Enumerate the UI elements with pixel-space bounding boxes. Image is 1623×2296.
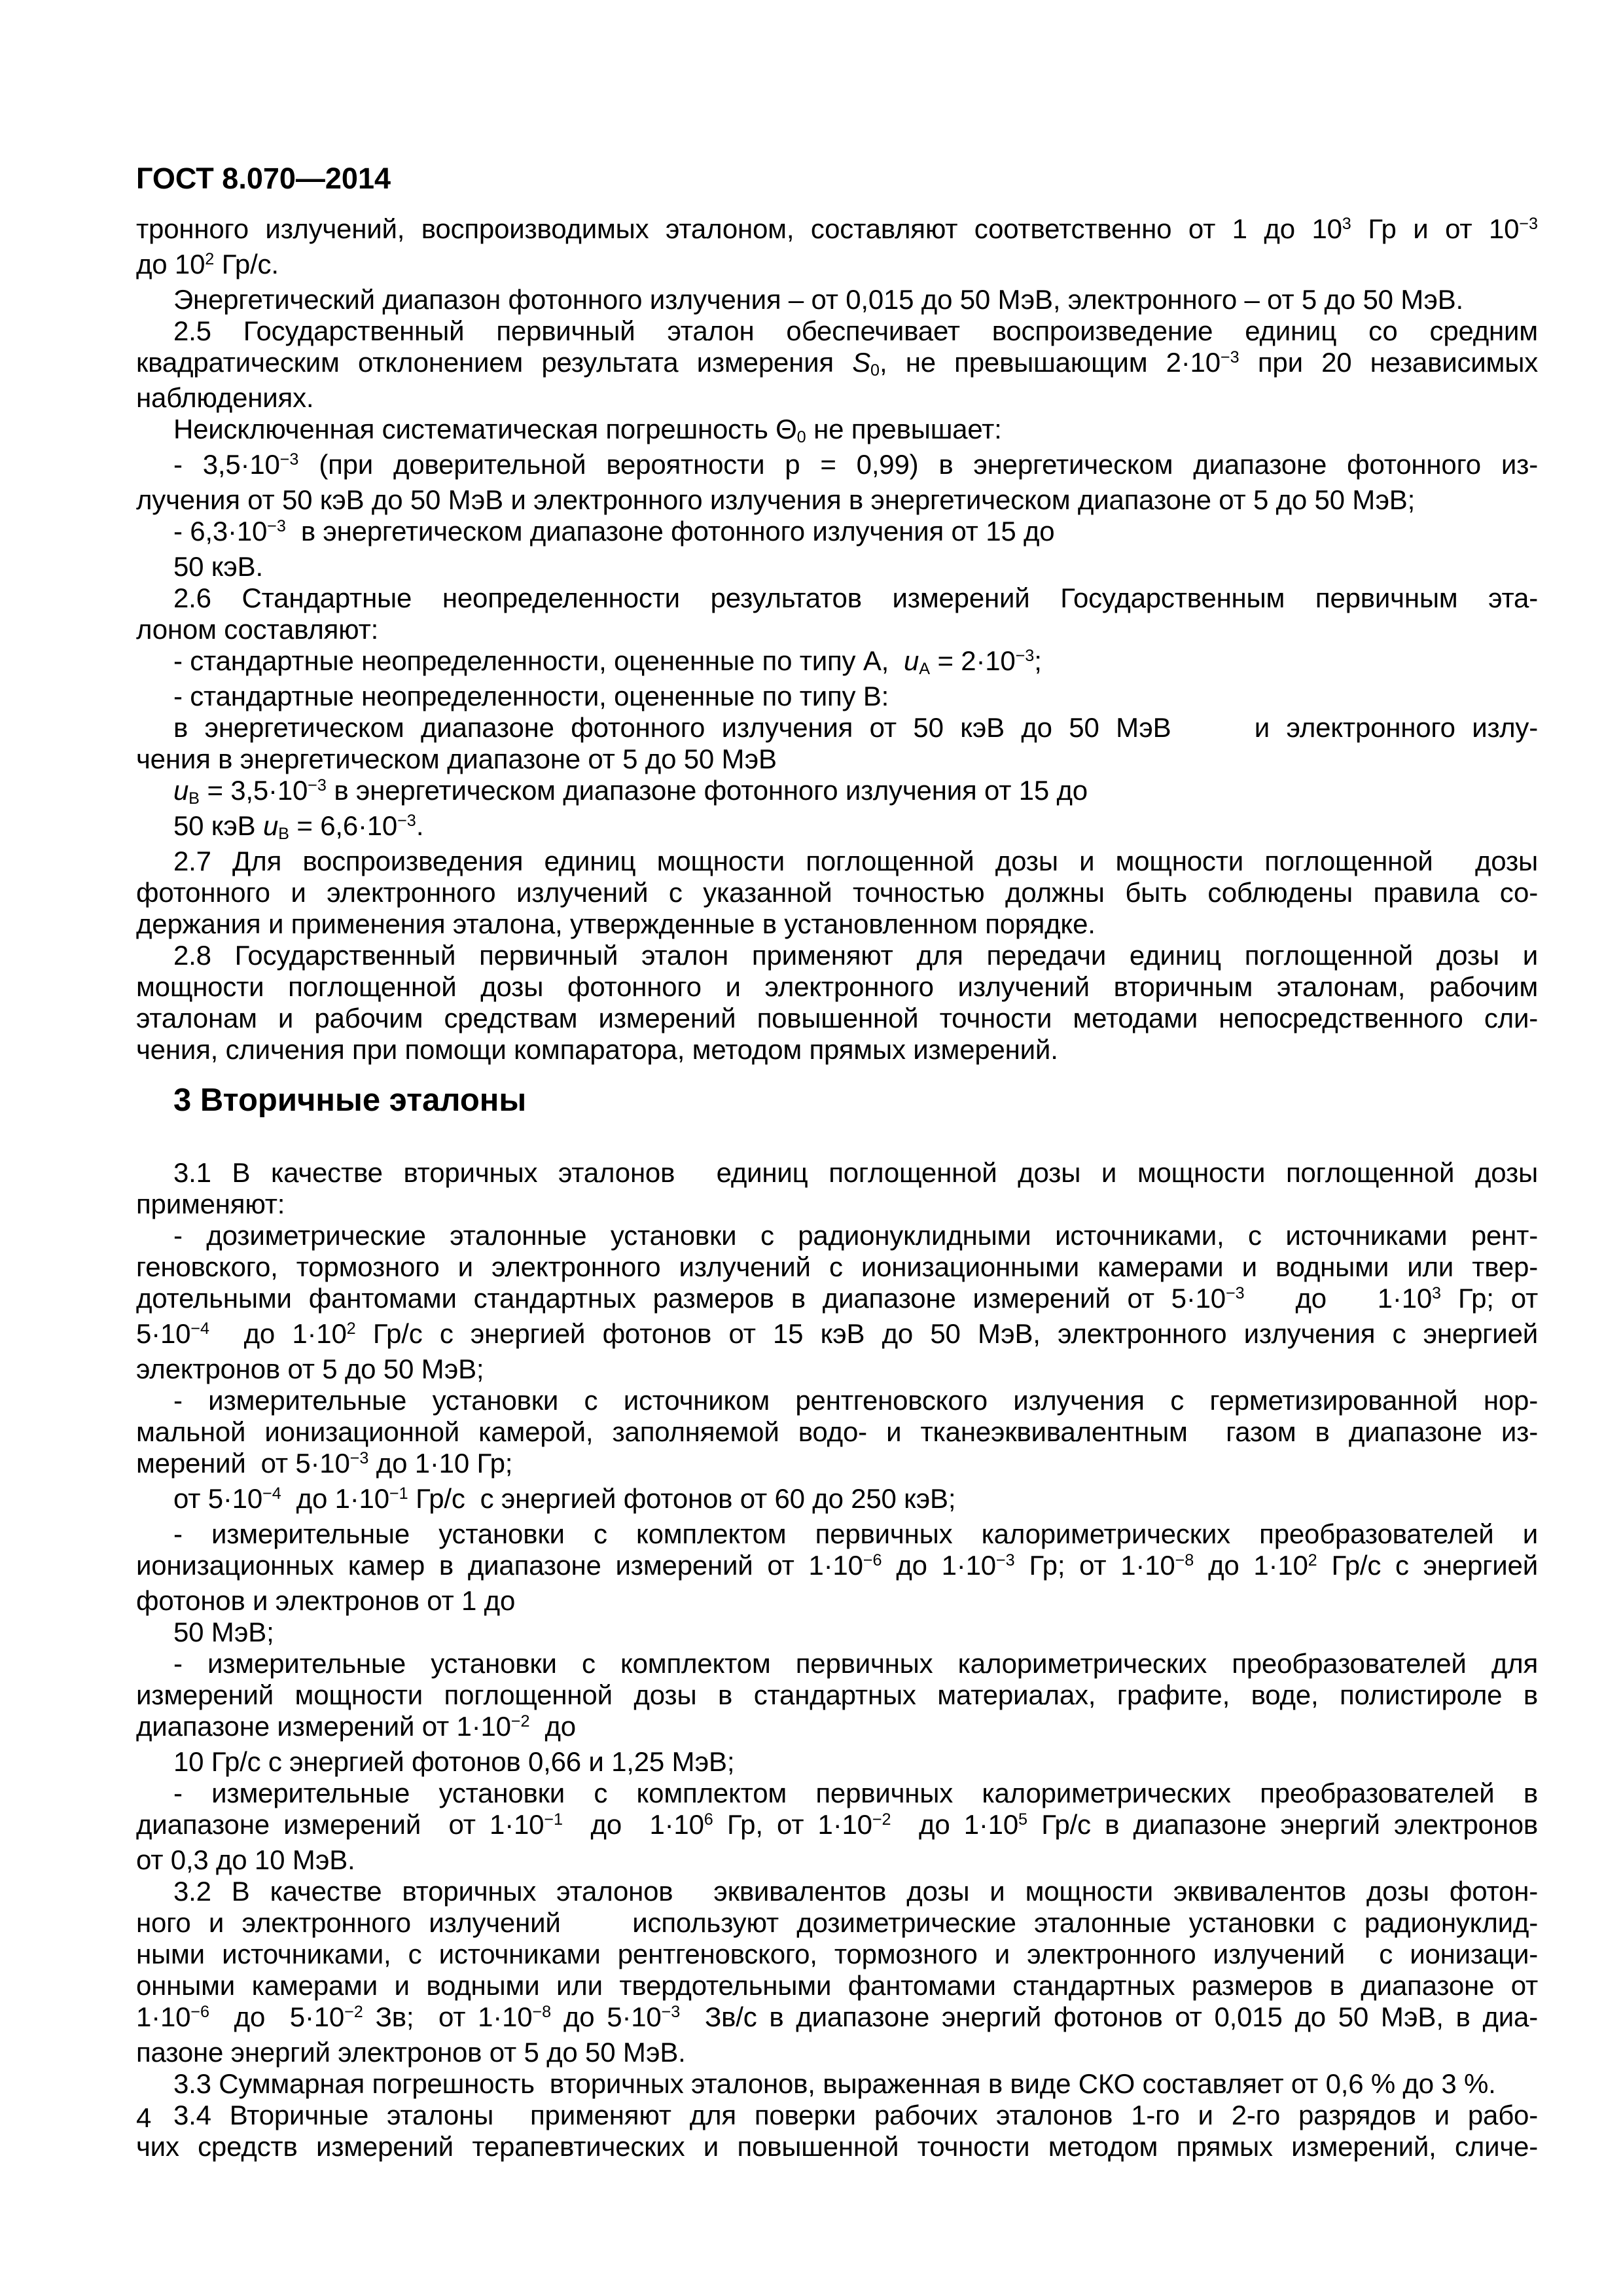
text-line: от $5\cdot 10^{-4}$ до $1\cdot 10^{-1}$ Гр/с с энергией фотонов от 60 до 250 кэВ; bbox=[173, 1483, 956, 1514]
text-line: мощности поглощенной дозы фотонного и электронного излучений вторичным эталонам, рабочим bbox=[136, 971, 1538, 1002]
text-line: 2.7 Для воспроизведения единиц мощности поглощенной дозы и мощности поглощенной дозы bbox=[173, 846, 1538, 876]
text-line: до $10^2$ Гр/с. bbox=[136, 249, 279, 279]
text-line: 50 кэВ. bbox=[173, 551, 263, 582]
text-line: ионизационных камер в диапазоне измерений от $1\cdot 10^{-6}$ до $1\cdot 10^{-3}$ Гр; от $1\cdot 10^{-8}$ до $1\cdot 10^2$ Гр/с с энергией bbox=[136, 1550, 1538, 1581]
text-line: - $6,3\cdot 10^{-3}$ в энергетическом диапазоне фотонного излучения от 15 до bbox=[173, 516, 1055, 547]
text-line: ными источниками, с источниками рентгеновского, тормозного и электронного излучений с ионизаци- bbox=[136, 1939, 1538, 1969]
page-content bbox=[136, 162, 1538, 2162]
text-line: 2.5 Государственный первичный эталон обеспечивает воспроизведение единиц со средним bbox=[173, 315, 1538, 346]
text-line: пазоне энергий электронов от 5 до 50 МэВ. bbox=[136, 2037, 686, 2068]
text-line: эталонам и рабочим средствам измерений повышенной точности методами непосредственного сли- bbox=[136, 1003, 1538, 1033]
text-line: $1\cdot 10^{-6}$ до $5\cdot 10^{-2}$ Зв; от $1\cdot 10^{-8}$ до $5\cdot 10^{-3}$ Зв/с в диапазоне энергий фотонов от 0,015 до 50 МэВ, в диа- bbox=[136, 2001, 1538, 2032]
text-line: - измерительные установки с комплектом первичных калориметрических преобразователей и bbox=[173, 1518, 1538, 1549]
text-line: 3.4 Вторичные эталоны применяют для поверки рабочих эталонов 1-го и 2-го разрядов и рабо- bbox=[173, 2100, 1538, 2130]
text-line: квадратическим отклонением результата измерения $S_0$, не превышающим $2\cdot 10^{-3}$ при 20 независимых bbox=[136, 347, 1538, 380]
page-number: 4 bbox=[136, 2102, 152, 2133]
text-line: мерений от $5\cdot 10^{-3}$ до 1·10 Гр; bbox=[136, 1448, 513, 1479]
text-line: мальной ионизационной камерой, заполняемой водо- и тканеэквивалентным газом в диапазоне из- bbox=[136, 1416, 1538, 1447]
text-line: - стандартные неопределенности, оцененные по типу В: bbox=[173, 681, 889, 711]
text-line: в энергетическом диапазоне фотонного излучения от 50 кэВ до 50 МэВ и электронного излу- bbox=[173, 712, 1538, 743]
text-line: чения в энергетическом диапазоне от 5 до 50 МэВ bbox=[136, 744, 777, 774]
text-line: $5\cdot 10^{-4}$ до $1\cdot 10^2$ Гр/с с энергией фотонов от 15 кэВ до 50 МэВ, электронного излучения с энергией bbox=[136, 1318, 1538, 1349]
text-line: - измерительные установки с источником рентгеновского излучения с герметизированной нор- bbox=[173, 1385, 1538, 1416]
text-line: 50 кэВ $u_В = 6,6\cdot 10^{-3}$. bbox=[173, 810, 424, 844]
body-section-3 bbox=[136, 1157, 1538, 2162]
text-line: фотонов и электронов от 1 до bbox=[136, 1585, 516, 1616]
text-line: тронного излучений, воспроизводимых эталоном, составляют соответственно от 1 до $10^3$ Гр и от $10^{-3}$ bbox=[136, 213, 1538, 244]
text-line: лоном составляют: bbox=[136, 614, 379, 645]
text-line: фотонного и электронного излучений с указанной точностью должны быть соблюдены правила со- bbox=[136, 877, 1538, 908]
text-line: от 0,3 до 10 МэВ. bbox=[136, 1844, 355, 1875]
text-line: Энергетический диапазон фотонного излучения – от 0,015 до 50 МэВ, электронного – от 5 до 50 МэВ. bbox=[173, 284, 1464, 315]
text-line: 3.2 В качестве вторичных эталонов эквивалентов дозы и мощности эквивалентов дозы фотон- bbox=[173, 1876, 1538, 1907]
text-line: - измерительные установки с комплектом первичных калориметрических преобразователей в bbox=[173, 1778, 1538, 1808]
body-section-2 bbox=[136, 213, 1538, 1066]
text-line: 10 Гр/с с энергией фотонов 0,66 и 1,25 МэВ; bbox=[173, 1746, 735, 1777]
text-line: $u_В = 3,5\cdot 10^{-3}$ в энергетическом диапазоне фотонного излучения от 15 до bbox=[173, 775, 1088, 808]
text-line: онными камерами и водными или твердотельными фантомами стандартных размеров в диапазоне от bbox=[136, 1970, 1538, 2001]
text-line: 2.8 Государственный первичный эталон применяют для передачи единиц поглощенной дозы и bbox=[173, 940, 1538, 971]
text-line: - стандартные неопределенности, оцененные по типу А, $u_А = 2\cdot 10^{-3}$; bbox=[173, 645, 1042, 679]
text-line: 3.3 Суммарная погрешность вторичных эталонов, выраженная в виде СКО составляет от 0,6 % до 3 %. bbox=[173, 2068, 1496, 2099]
text-line: измерений мощности поглощенной дозы в стандартных материалах, графите, воде, полистироле в bbox=[136, 1679, 1538, 1710]
text-line: ного и электронного излучений используют дозиметрические эталонные установки с радионуклид- bbox=[136, 1907, 1538, 1938]
text-line: диапазоне измерений от $1\cdot 10^{-1}$ до $1\cdot 10^6$ Гр, от $1\cdot 10^{-2}$ до $1\cdot 10^5$ Гр/с в диапазоне энергий электронов bbox=[136, 1809, 1538, 1840]
text-line: дотельными фантомами стандартных размеров в диапазоне измерений от $5\cdot 10^{-3}$ до $1\cdot 10^3$ Гр; от bbox=[136, 1283, 1538, 1314]
text-line: диапазоне измерений от $1\cdot 10^{-2}$ до bbox=[136, 1711, 576, 1742]
section-heading: 3 Вторичные эталоны bbox=[173, 1083, 527, 1118]
text-line: 50 МэВ; bbox=[173, 1617, 274, 1647]
text-line: геновского, тормозного и электронного излучений с ионизационными камерами и водными или твер- bbox=[136, 1251, 1538, 1282]
text-line: 3.1 В качестве вторичных эталонов единиц поглощенной дозы и мощности поглощенной дозы bbox=[173, 1157, 1538, 1188]
text-line: электронов от 5 до 50 МэВ; bbox=[136, 1354, 484, 1384]
text-line: - измерительные установки с комплектом первичных калориметрических преобразователей для bbox=[173, 1648, 1538, 1679]
text-line: чения, сличения при помощи компаратора, методом прямых измерений. bbox=[136, 1034, 1058, 1065]
text-line: - $3,5\cdot 10^{-3}$ (при доверительной вероятности р = 0,99) в энергетическом диапазоне фотонного из- bbox=[173, 449, 1538, 480]
text-line: чих средств измерений терапевтических и повышенной точности методом прямых измерений, сличе- bbox=[136, 2131, 1538, 2162]
text-line: 2.6 Стандартные неопределенности результатов измерений Государственным первичным эта- bbox=[173, 583, 1538, 613]
text-line: лучения от 50 кэВ до 50 МэВ и электронного излучения в энергетическом диапазоне от 5 до 50 МэВ; bbox=[136, 484, 1416, 515]
text-line: применяют: bbox=[136, 1189, 285, 1219]
document-header: ГОСТ 8.070—2014 bbox=[136, 162, 391, 195]
text-line: держания и применения эталона, утвержденные в установленном порядке. bbox=[136, 908, 1096, 939]
text-line: - дозиметрические эталонные установки с радионуклидными источниками, с источниками рент- bbox=[173, 1220, 1538, 1251]
text-line: Неисключенная систематическая погрешность $\Theta_0$ не превышает: bbox=[173, 414, 1002, 447]
text-line: наблюдениях. bbox=[136, 382, 314, 413]
